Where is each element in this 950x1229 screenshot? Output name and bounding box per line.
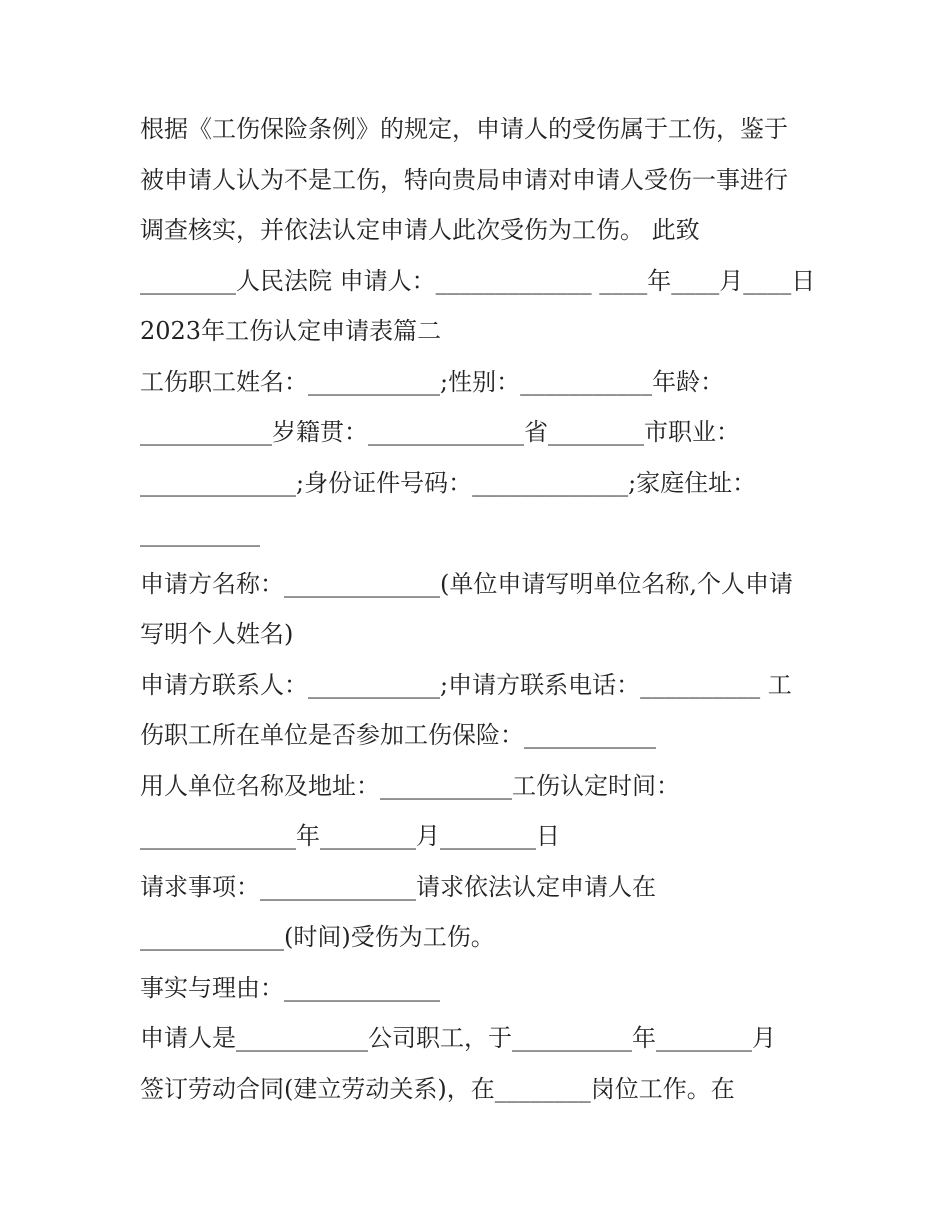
document-line: _____________;身份证件号码：_____________;家庭住址： bbox=[140, 468, 757, 497]
document-line: 申请方联系人：___________;申请方联系电话：__________ 工 bbox=[140, 670, 792, 699]
document-line: 根据《工伤保险条例》的规定，申请人的受伤属于工伤，鉴于 bbox=[140, 115, 788, 143]
document-line: 写明个人姓名) bbox=[140, 620, 294, 648]
document-line: 用人单位名称及地址：___________工伤认定时间： bbox=[140, 771, 680, 800]
document-line: ________人民法院 申请人：_____________ ____年____月____日 bbox=[140, 266, 816, 295]
section-title: 2023年工伤认定申请表篇二 bbox=[140, 317, 442, 345]
document-line: 签订劳动合同(建立劳动关系)，在________岗位工作。在 bbox=[140, 1074, 735, 1103]
document-line: 伤职工所在单位是否参加工伤保险：___________ bbox=[140, 721, 656, 749]
document-line: ___________岁籍贯：_____________省________市职业： bbox=[140, 418, 740, 446]
document-line: 工伤职工姓名：___________;性别：___________年龄： bbox=[140, 367, 725, 396]
document-line: 请求事项：_____________请求依法认定申请人在 bbox=[140, 872, 656, 901]
document-line: __________ bbox=[140, 519, 260, 547]
document-body bbox=[140, 104, 820, 1114]
document-line: 事实与理由：_____________ bbox=[140, 973, 440, 1002]
document-line: _____________年________月________日 bbox=[140, 822, 560, 850]
document-line: 申请方名称：_____________(单位申请写明单位名称,个人申请 bbox=[140, 569, 793, 598]
document-line: 申请人是___________公司职工，于__________年________月 bbox=[140, 1024, 776, 1052]
document-line: 被申请人认为不是工伤，特向贵局申请对申请人受伤一事进行 bbox=[140, 165, 788, 194]
document-line: ____________(时间)受伤为工伤。 bbox=[140, 923, 495, 951]
document-line: 调查核实，并依法认定申请人此次受伤为工伤。 此致 bbox=[140, 216, 700, 244]
